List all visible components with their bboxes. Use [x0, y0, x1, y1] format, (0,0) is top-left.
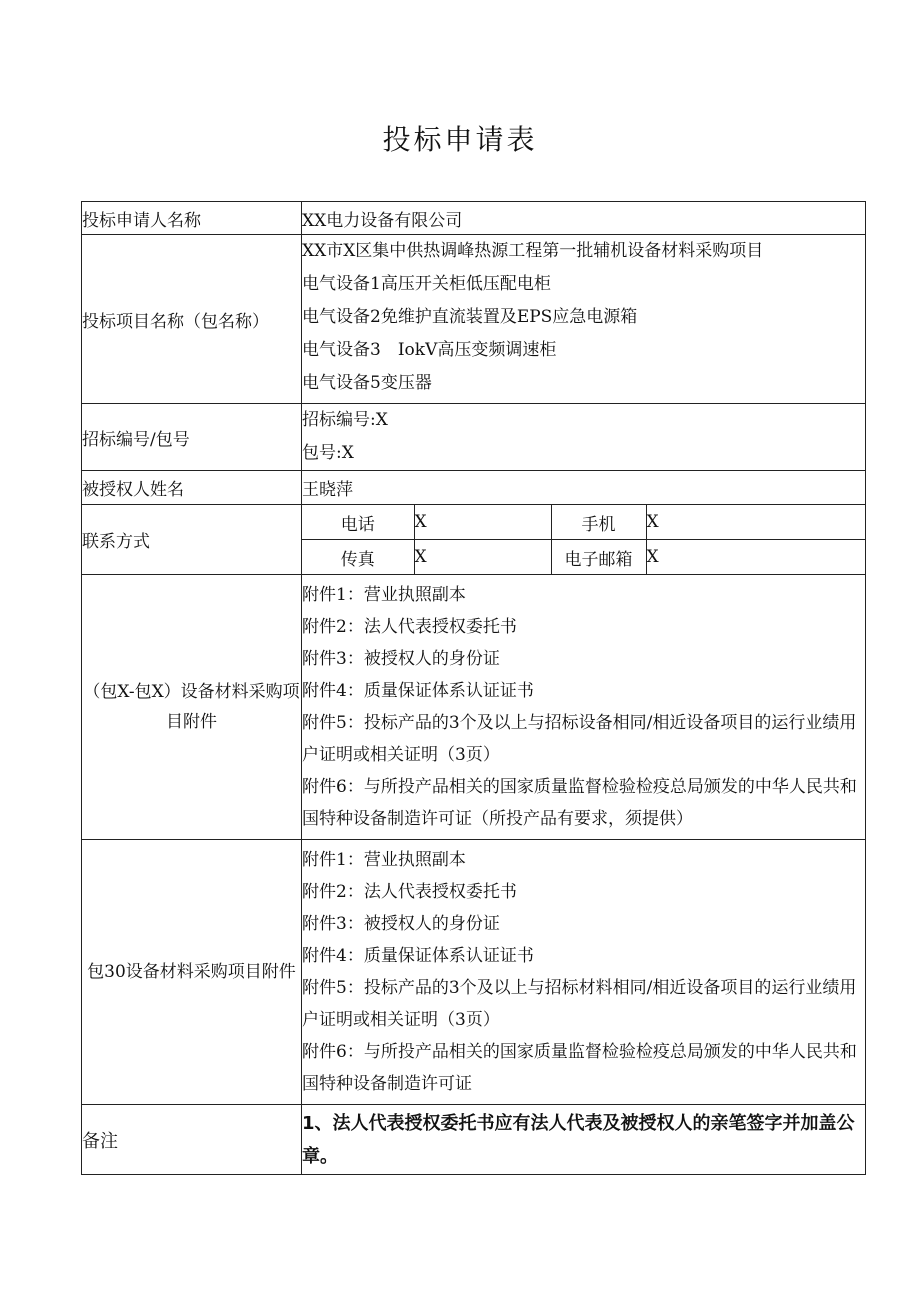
phone-label: 电话	[302, 505, 414, 540]
attachment-item: 附件5：投标产品的3个及以上与招标材料相同/相近设备项目的运行业绩用户证明或相关证明（3页）	[302, 978, 857, 1030]
authorized-value: 王晓萍	[302, 471, 866, 505]
attachment-item: 附件4：质量保证体系认证证书	[302, 946, 534, 966]
attachment-item: 附件5：投标产品的3个及以上与招标设备相同/相近设备项目的运行业绩用户证明或相关证明（3页）	[302, 713, 857, 765]
tender-no-line: 招标编号:X	[302, 410, 388, 430]
contact-line	[302, 540, 865, 575]
attachment-item: 附件2：法人代表授权委托书	[302, 617, 517, 637]
applicant-row	[82, 202, 866, 235]
attachment-item: 附件6：与所投产品相关的国家质量监督检验检疫总局颁发的中华人民共和国特种设备制造许可证	[302, 1042, 857, 1094]
mobile-value: X	[646, 505, 865, 540]
project-label: 投标项目名称（包名称）	[82, 235, 302, 404]
contact-cell	[302, 505, 866, 575]
tender-no-row	[82, 404, 866, 471]
project-line: 电气设备1高压开关柜低压配电柜	[302, 274, 551, 294]
remarks-label: 备注	[82, 1105, 302, 1175]
attachments-a-label: （包X-包X）设备材料采购项目附件	[82, 575, 302, 840]
email-value: X	[646, 540, 865, 575]
tender-no-label: 招标编号/包号	[82, 404, 302, 471]
contact-label: 联系方式	[82, 505, 302, 575]
authorized-label: 被授权人姓名	[82, 471, 302, 505]
attachments-b-row	[82, 840, 866, 1105]
project-line: 电气设备2免维护直流装置及EPS应急电源箱	[302, 307, 638, 327]
application-form-table	[81, 201, 866, 1175]
attachment-item: 附件3：被授权人的身份证	[302, 914, 500, 934]
mobile-label: 手机	[551, 505, 646, 540]
attachment-item: 附件3：被授权人的身份证	[302, 649, 500, 669]
project-line: 电气设备3 IokV高压变频调速柜	[302, 340, 557, 360]
fax-label: 传真	[302, 540, 414, 575]
contact-table	[302, 505, 865, 574]
attachment-item: 附件1：营业执照副本	[302, 850, 466, 870]
project-row	[82, 235, 866, 404]
attachment-item: 附件6：与所投产品相关的国家质量监督检验检疫总局颁发的中华人民共和国特种设备制造许可证（所投产品有要求，须提供）	[302, 777, 857, 829]
fax-value: X	[414, 540, 551, 575]
tender-no-value	[302, 404, 866, 471]
attachment-item: 附件1：营业执照副本	[302, 585, 466, 605]
project-value	[302, 235, 866, 404]
page-title: 投标申请表	[382, 123, 538, 156]
attachments-a-list	[302, 575, 866, 840]
contact-row	[82, 505, 866, 575]
package-no-line: 包号:X	[302, 443, 354, 463]
remarks-value: 1、法人代表授权委托书应有法人代表及被授权人的亲笔签字并加盖公章。	[302, 1105, 866, 1175]
attachment-item: 附件2：法人代表授权委托书	[302, 882, 517, 902]
applicant-value: XX电力设备有限公司	[302, 202, 866, 235]
attachments-a-row	[82, 575, 866, 840]
attachments-b-list	[302, 840, 866, 1105]
contact-line	[302, 505, 865, 540]
phone-value: X	[414, 505, 551, 540]
applicant-label: 投标申请人名称	[82, 202, 302, 235]
project-line: XX市X区集中供热调峰热源工程第一批辅机设备材料采购项目	[302, 241, 764, 261]
attachment-item: 附件4：质量保证体系认证证书	[302, 681, 534, 701]
attachments-b-label: 包30设备材料采购项目附件	[82, 840, 302, 1105]
remarks-row	[82, 1105, 866, 1175]
project-line: 电气设备5变压器	[302, 373, 432, 393]
authorized-row	[82, 471, 866, 505]
email-label: 电子邮箱	[551, 540, 646, 575]
